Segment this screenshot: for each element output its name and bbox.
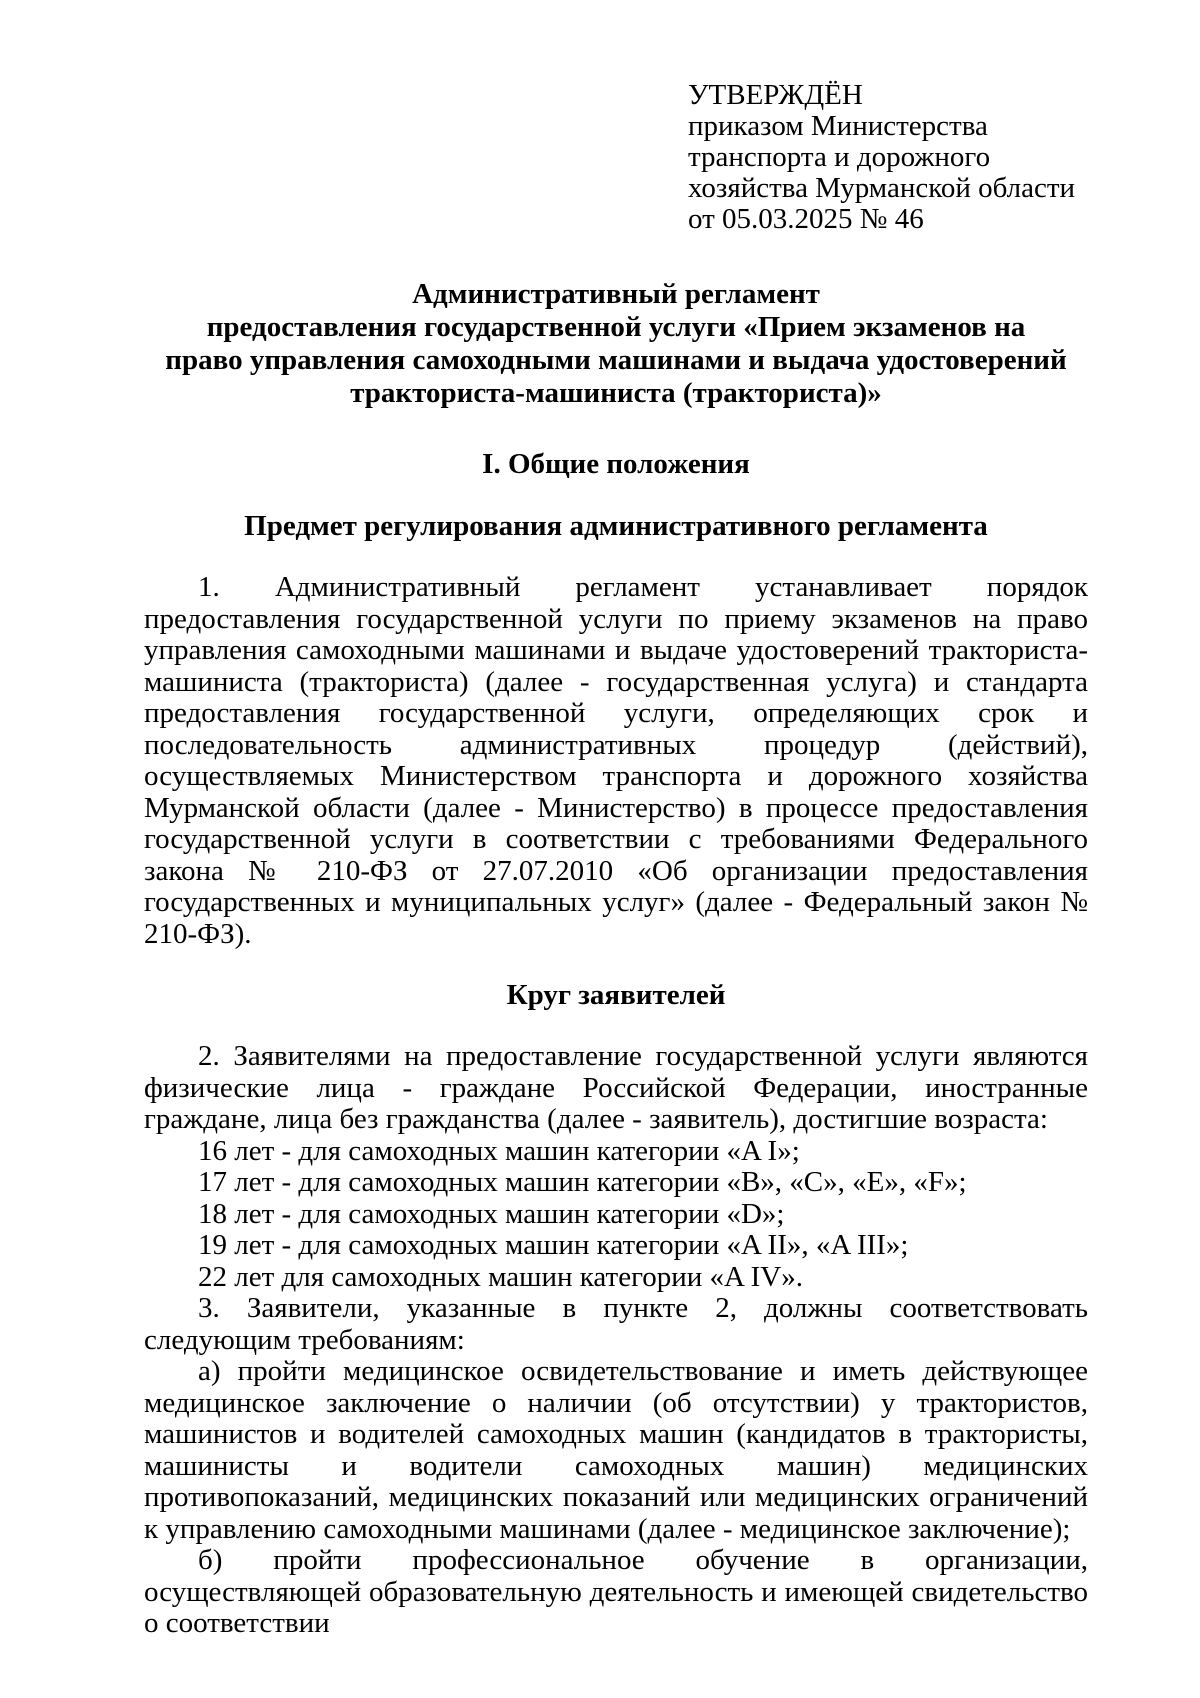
paragraph-1: 1. Административный регламент устанавливает порядок предоставления государственной услуги по приему экзаменов на право управления самоходными машинами и выдаче удостоверений тракториста-машиниста (тракториста) (далее - государственная услуга) и стандарта предоставления государственной услуги, определяющих срок и последовательность административных процедур (действий), осуществляемых Министерством транспорта и дорожного хозяйства Мурманской области (далее - Министерство) в процессе предоставления государственной услуги в соответствии с требованиями Федерального закона № 210-ФЗ от 27.07.2010 «Об организации предоставления государственных и муниципальных услуг» (далее - Федеральный закон № 210-ФЗ). [144,571,1088,950]
approval-heading: УТВЕРЖДЁН [688,79,863,111]
section-title: I. Общие положения [482,448,750,480]
age-item-1: 16 лет - для самоходных машин категории «A I»; [198,1134,800,1167]
age-item-3: 18 лет - для самоходных машин категории «D»; [198,1197,785,1230]
paragraph-2: 2. Заявителями на предоставление государственной услуги являются физические лица - граждане Российской Федерации, иностранные граждане, лица без гражданства (далее - заявитель), достигшие возраста: [144,1040,1088,1135]
age-item-5: 22 лет для самоходных машин категории «A IV». [198,1260,803,1293]
document-title [144,278,1088,410]
approval-order-line: приказом Министерства [688,110,988,142]
age-item-4: 19 лет - для самоходных машин категории «A II», «A III»; [198,1229,909,1261]
document-page [144,80,1088,1640]
approval-stamp [688,80,1088,235]
title-line-2: предоставления государственной услуги «Прием экзаменов на [206,311,1026,343]
subsection-title-subject: Предмет регулирования административного регламента [244,510,988,542]
title-line-3: право управления самоходными машинами и выдача удостоверений [165,344,1067,376]
age-item-2: 17 лет - для самоходных машин категории «B», «C», «E», «F»; [198,1166,967,1198]
paragraph-3: 3. Заявители, указанные в пункте 2, должны соответствовать следующим требованиям: [144,1292,1088,1356]
title-line-4: тракториста-машиниста (тракториста)» [350,377,882,409]
approval-ministry-line: транспорта и дорожного [688,141,991,173]
paragraph-3b: б) пройти профессиональное обучение в организации, осуществляющей образовательную деятельность и имеющей свидетельство о соответствии [144,1544,1088,1639]
subsection-title-applicants: Круг заявителей [506,979,726,1011]
paragraph-3a: а) пройти медицинское освидетельствование и иметь действующее медицинское заключение о наличии (об отсутствии) у трактористов, машинистов и водителей самоходных машин (кандидатов в трактористы, машинисты и водители самоходных машин) медицинских противопоказаний, медицинских показаний или медицинских ограничений к управлению самоходными машинами (далее - медицинское заключение); [144,1355,1088,1545]
approval-date-number: от 05.03.2025 № 46 [688,203,924,235]
title-line-1: Административный регламент [412,278,820,310]
approval-region-line: хозяйства Мурманской области [688,172,1076,204]
